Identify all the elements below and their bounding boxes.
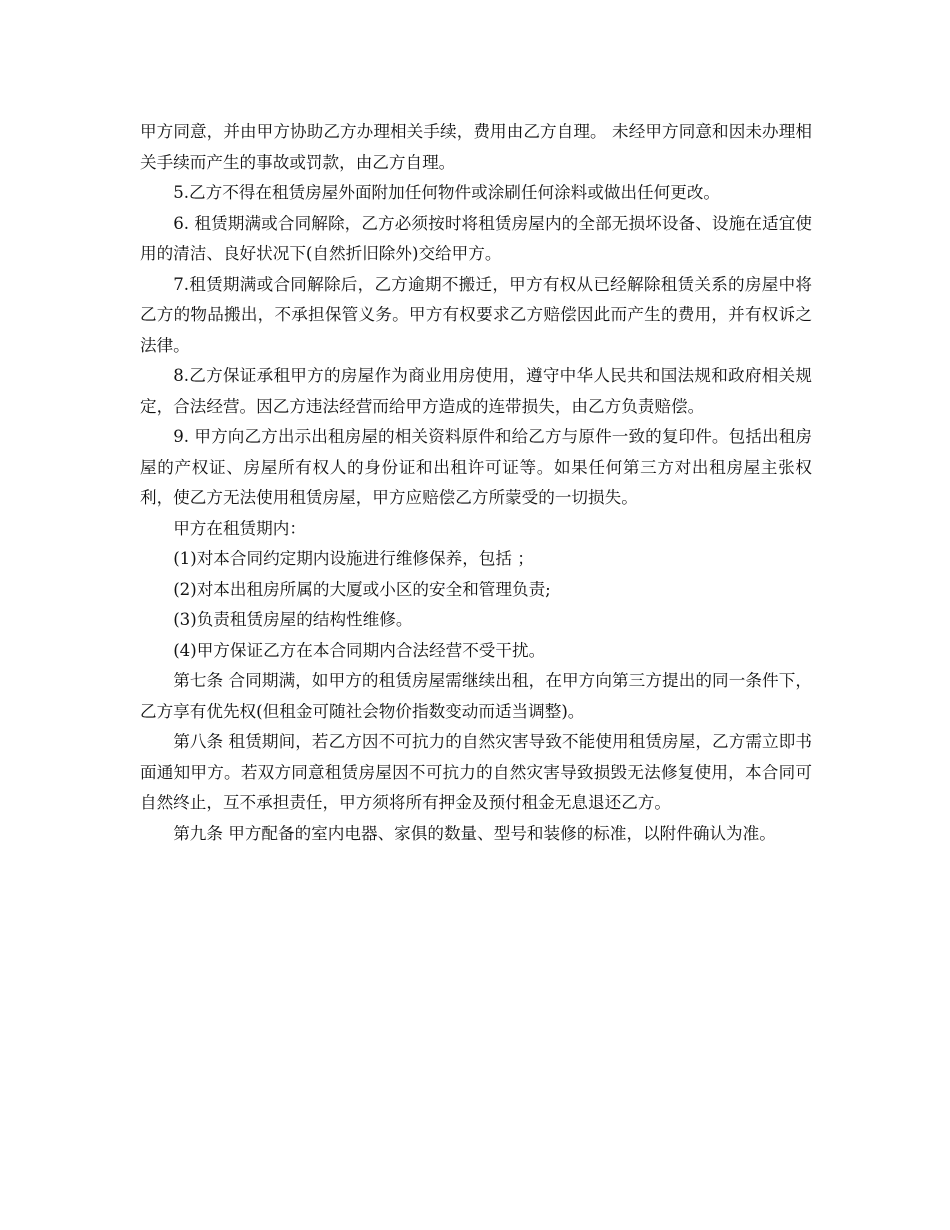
paragraph-article-9: 第九条 甲方配备的室内电器、家俱的数量、型号和装修的标准，以附件确认为准。 [173,823,776,843]
paragraph-clause-6: 6. 租赁期满或合同解除，乙方必须按时将租赁房屋内的全部无损坏设备、设施在适宜使用的清洁、良好状况下(自然折旧除外)交给甲方。 [140,213,812,263]
paragraph-party-a-duties-heading: 甲方在租赁期内： [173,518,306,538]
paragraph-article-7: 第七条 合同期满，如甲方的租赁房屋需继续出租，在甲方向第三方提出的同一条件下，乙方享有优先权(但租金可随社会物价指数变动而适当调整)。 [140,671,812,721]
paragraph-duty-4: (4)甲方保证乙方在本合同期内合法经营不受干扰。 [173,640,546,660]
paragraph-duty-3: (3)负责租赁房屋的结构性维修。 [173,610,413,629]
paragraph-clause-9: 9. 甲方向乙方出示出租房屋的相关资料原件和给乙方与原件一致的复印件。包括出租房屋的产权证、房屋所有权人的身份证和出租许可证等。如果任何第三方对出租房屋主张权利，使乙方无法使用租赁房屋，甲方应赔偿乙方所蒙受的一切损失。 [140,427,812,507]
paragraph-clause-5: 5.乙方不得在租赁房屋外面附加任何物件或涂刷任何涂料或做出任何更改。 [173,183,721,202]
document-body [140,117,812,849]
paragraph-clause-8: 8.乙方保证承租甲方的房屋作为商业用房使用，遵守中华人民共和国法规和政府相关规定，合法经营。因乙方违法经营而给甲方造成的连带损失，由乙方负责赔偿。 [140,366,812,416]
paragraph-continuation: 甲方同意，并由甲方协助乙方办理相关手续，费用由乙方自理。 未经甲方同意和因未办理相关手续而产生的事故或罚款，由乙方自理。 [140,122,812,172]
paragraph-article-8: 第八条 租赁期间，若乙方因不可抗力的自然灾害导致不能使用租赁房屋，乙方需立即书面通知甲方。若双方同意租赁房屋因不可抗力的自然灾害导致损毁无法修复使用，本合同可自然终止，互不承担责任，甲方须将所有押金及预付租金无息退还乙方。 [140,732,812,812]
paragraph-clause-7: 7.租赁期满或合同解除后，乙方逾期不搬迁，甲方有权从已经解除租赁关系的房屋中将乙方的物品搬出，不承担保管义务。甲方有权要求乙方赔偿因此而产生的费用，并有权诉之法律。 [140,274,812,355]
paragraph-duty-1: (1)对本合同约定期内设施进行维修保养，包括 ； [173,549,534,568]
paragraph-duty-2: (2)对本出租房所属的大厦或小区的安全和管理负责; [173,579,551,599]
